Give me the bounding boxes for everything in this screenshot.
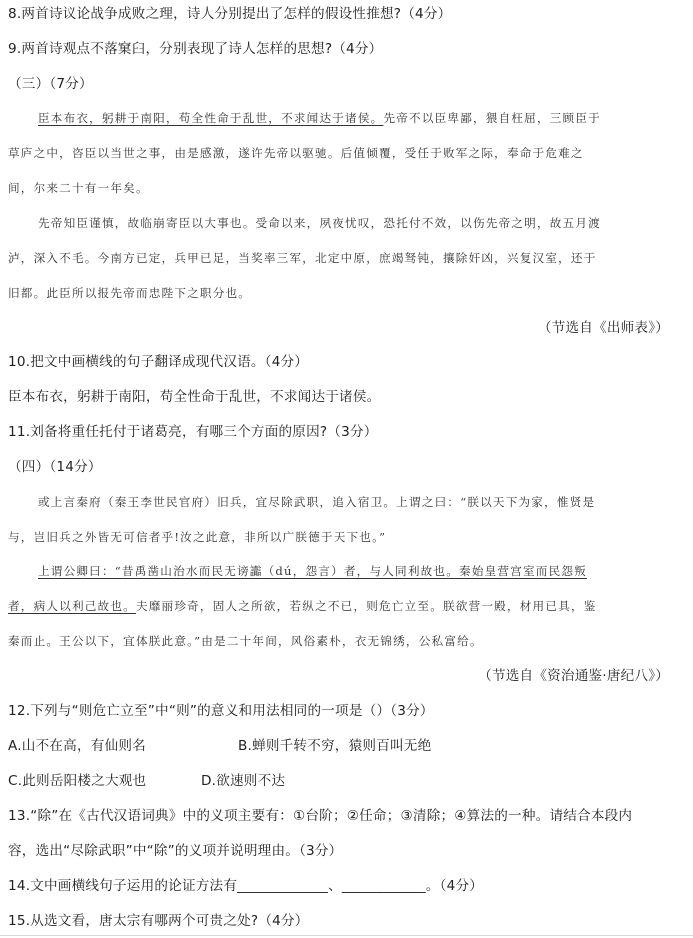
passage-4-line-1: 或上言秦府（秦王李世民官府）旧兵，宜尽除武职，追入宿卫。上谓之曰：“朕以天下为家，惟贤是 [38,495,596,509]
source-4: （节选自《资治通鉴·唐纪八》） [478,668,669,684]
passage-3-line-4: 先帝知臣谨慎，故临崩寄臣以大事也。受命以来，夙夜忧叹，恐托付不效，以伤先帝之明，故五月渡 [38,216,601,230]
option-c: C.此则岳阳楼之大观也 [8,773,147,789]
underlined-sentence: 臣本布衣，躬耕于南阳，苟全性命于乱世，不求闻达于诸侯。 [38,111,384,125]
option-a: A.山不在高，有仙则名 [8,738,146,754]
underlined-sentence: 上谓公卿曰：“昔禹凿山治水而民无谤讟（dú，怨言）者，与人同利故也。秦始皇营宫室而民怨叛 [38,564,587,578]
passage-4-line-2: 与，岂旧兵之外皆无可信者乎!汝之此意，非所以广朕德于天下也。” [8,530,387,544]
question-11: 11.刘备将重任托付于诸葛亮，有哪三个方面的原因?（3分） [8,424,378,440]
option-d: D.欲速则不达 [201,773,286,789]
question-14: 14.文中画横线句子运用的论证方法有_____________、____________。（4分） [8,878,484,894]
underlined-sentence: 者，病人以利己故也。 [8,599,136,613]
question-9: 9.两首诗观点不落窠臼，分别表现了诗人怎样的思想?（4分） [8,41,383,57]
source-3: （节选自《出师表》） [537,320,669,336]
question-12: 12.下列与“则危亡立至”中“则”的意义和用法相同的一项是（）（3分） [8,703,434,719]
passage-text: 先帝不以臣卑鄙，猥自枉屈，三顾臣于 [383,111,601,125]
question-10: 10.把文中画横线的句子翻译成现代汉语。（4分） [8,354,309,370]
section-4-header: （四）（14分） [8,459,102,475]
passage-3-line-6: 旧都。此臣所以报先帝而忠陛下之职分也。 [8,286,252,300]
question-12-options-ab [8,736,432,756]
question-15: 15.从选文看，唐太宗有哪两个可贵之处?（4分） [8,913,309,929]
passage-3-line-3: 间，尔来二十有一年矣。 [8,181,149,195]
question-13-line-2: 容，选出“尽除武职”中“除”的义项并说明理由。（3分） [8,843,343,859]
passage-3-line-1 [38,108,601,128]
passage-4-line-5: 秦而止。王公以下，宜体朕此意。”由是二十年间，风俗素朴，衣无锦绣，公私富给。 [8,634,483,648]
option-b: B.蝉则千转不穷，猿则百叫无绝 [238,738,432,754]
section-3-header: （三）（7分） [8,76,93,92]
bottom-divider [0,935,693,936]
question-10-sentence: 臣本布衣，躬耕于南阳，苟全性命于乱世，不求闻达于诸侯。 [8,389,381,405]
question-8: 8.两首诗议论战争成败之理，诗人分别提出了怎样的假设性推想?（4分） [8,6,452,22]
question-12-options-cd [8,771,286,791]
question-13-line-1: 13.“除”在《古代汉语词典》中的义项主要有：①台阶；②任命；③清除；④算法的一种。请结合本段内 [8,808,633,824]
passage-3-line-5: 泸，深入不毛。今南方已定，兵甲已足，当奖率三军，北定中原，庶竭驽钝，攘除奸凶，兴复汉室，还于 [8,251,597,265]
passage-3-line-2: 草庐之中，咨臣以当世之事，由是感激，遂许先帝以驱驰。后值倾覆，受任于败军之际，奉命于危难之 [8,146,584,160]
passage-4-line-4 [8,596,597,616]
passage-4-line-3 [38,561,587,581]
passage-text: 夫靡丽珍奇，固人之所欲，若纵之不已，则危亡立至。朕欲营一殿，材用已具，鉴 [135,599,597,613]
